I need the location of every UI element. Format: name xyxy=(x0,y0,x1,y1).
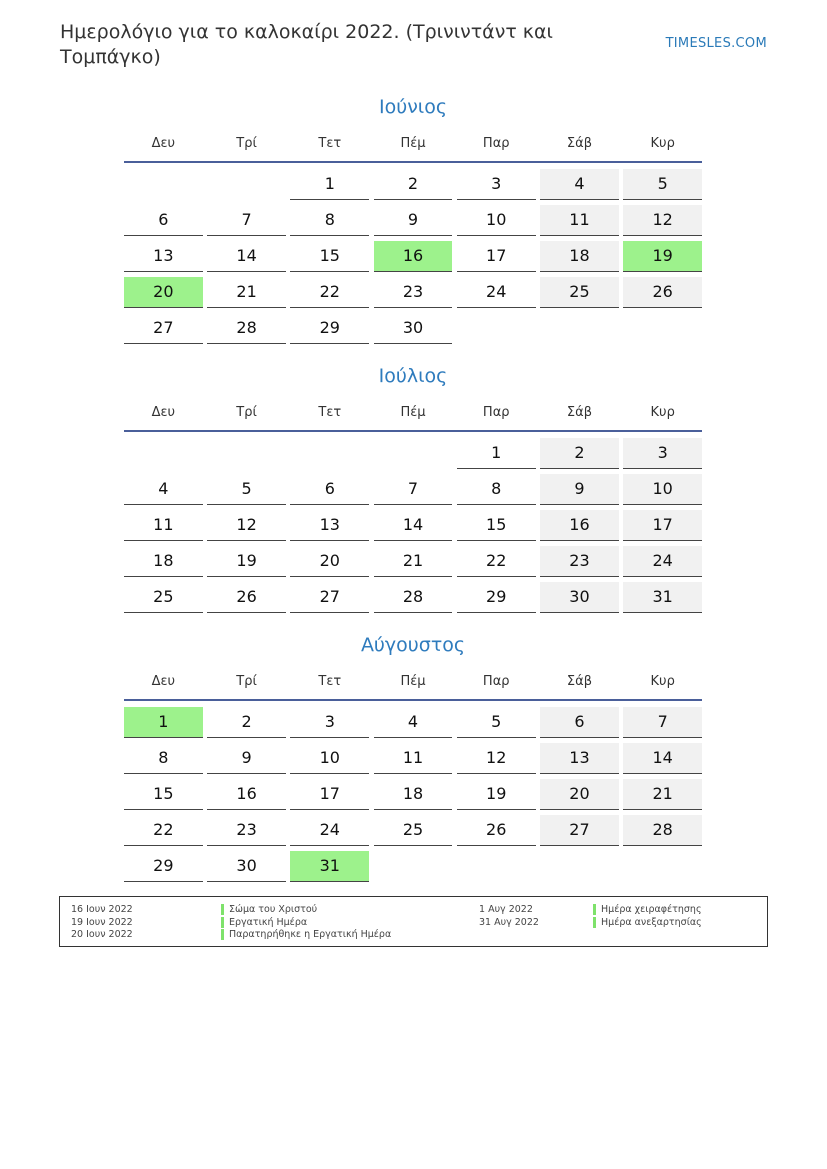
day-cell: 15 xyxy=(290,241,369,272)
calendar-week xyxy=(124,204,702,240)
header-rule xyxy=(124,161,702,163)
day-cell: 11 xyxy=(124,510,203,541)
holiday-legend xyxy=(59,896,768,947)
day-cell: 27 xyxy=(290,582,369,613)
day-cell: 24 xyxy=(457,277,536,308)
weekday-header xyxy=(124,397,702,427)
day-cell: 7 xyxy=(207,205,286,236)
day-cell: 13 xyxy=(290,510,369,541)
weekend-day-cell: 25 xyxy=(540,277,619,308)
day-cell: 20 xyxy=(290,546,369,577)
page-title: Ημερολόγιο για το καλοκαίρι 2022. (Τρινιντάντ και Τομπάγκο) xyxy=(60,21,553,68)
day-cell: 18 xyxy=(374,779,453,810)
weekend-day-cell: 9 xyxy=(540,474,619,505)
weekend-day-cell: 31 xyxy=(623,582,702,613)
day-cell: 4 xyxy=(124,474,203,505)
weekday-label: Παρ xyxy=(482,404,510,420)
weekday-label: Κυρ xyxy=(650,135,675,151)
empty-cell xyxy=(623,313,702,343)
weekend-day-cell: 20 xyxy=(540,779,619,810)
day-cell: 2 xyxy=(374,169,453,200)
day-cell: 28 xyxy=(374,582,453,613)
header-rule xyxy=(124,430,702,432)
legend-date: 31 Αυγ 2022 xyxy=(479,916,539,928)
legend-holiday-name: Ημέρα ανεξαρτησίας xyxy=(601,916,702,928)
calendar-week xyxy=(124,276,702,312)
weekday-label: Παρ xyxy=(482,135,510,151)
day-cell: 1 xyxy=(457,438,536,469)
calendar-week xyxy=(124,742,702,778)
day-cell: 29 xyxy=(290,313,369,344)
holiday-day-cell: 19 xyxy=(623,241,702,272)
day-cell: 19 xyxy=(207,546,286,577)
legend-left-dates xyxy=(71,904,133,942)
day-cell: 22 xyxy=(457,546,536,577)
holiday-day-cell: 20 xyxy=(124,277,203,308)
weekend-day-cell: 4 xyxy=(540,169,619,200)
header-rule xyxy=(124,699,702,701)
weekend-day-cell: 17 xyxy=(623,510,702,541)
day-cell: 17 xyxy=(457,241,536,272)
weekend-day-cell: 6 xyxy=(540,707,619,738)
weekend-day-cell: 27 xyxy=(540,815,619,846)
weekday-label: Δευ xyxy=(151,673,176,689)
calendar-week xyxy=(124,581,702,617)
day-cell: 6 xyxy=(290,474,369,505)
day-cell: 30 xyxy=(207,851,286,882)
weekend-day-cell: 7 xyxy=(623,707,702,738)
weekend-day-cell: 16 xyxy=(540,510,619,541)
weekend-day-cell: 30 xyxy=(540,582,619,613)
empty-cell xyxy=(124,169,203,199)
weekend-day-cell: 11 xyxy=(540,205,619,236)
day-cell: 29 xyxy=(124,851,203,882)
day-cell: 10 xyxy=(457,205,536,236)
day-cell: 5 xyxy=(207,474,286,505)
day-cell: 15 xyxy=(124,779,203,810)
day-cell: 27 xyxy=(124,313,203,344)
legend-date: 19 Ιουν 2022 xyxy=(71,916,133,928)
day-cell: 22 xyxy=(124,815,203,846)
day-cell: 26 xyxy=(207,582,286,613)
weekday-header xyxy=(124,128,702,158)
day-cell: 16 xyxy=(207,779,286,810)
day-cell: 5 xyxy=(457,707,536,738)
weekday-label: Σάβ xyxy=(566,673,592,689)
empty-cell xyxy=(374,851,453,881)
day-cell: 17 xyxy=(290,779,369,810)
calendar-week xyxy=(124,312,702,348)
calendar-grid xyxy=(124,168,702,348)
empty-cell xyxy=(374,438,453,468)
legend-left-names xyxy=(221,904,391,942)
legend-holiday-name: Σώμα του Χριστού xyxy=(229,904,318,915)
day-cell: 3 xyxy=(457,169,536,200)
weekday-label: Τρί xyxy=(236,135,257,151)
calendar-week xyxy=(124,240,702,276)
day-cell: 4 xyxy=(374,707,453,738)
day-cell: 28 xyxy=(207,313,286,344)
empty-cell xyxy=(540,313,619,343)
weekday-label: Δευ xyxy=(151,404,176,420)
empty-cell xyxy=(540,851,619,881)
weekday-label: Τρί xyxy=(236,673,257,689)
day-cell: 25 xyxy=(374,815,453,846)
weekend-day-cell: 24 xyxy=(623,546,702,577)
day-cell: 21 xyxy=(374,546,453,577)
month-june xyxy=(124,92,702,348)
holiday-marker xyxy=(221,917,224,928)
month-august xyxy=(124,630,702,886)
weekend-day-cell: 26 xyxy=(623,277,702,308)
calendar-week xyxy=(124,850,702,886)
empty-cell xyxy=(623,851,702,881)
day-cell: 13 xyxy=(124,241,203,272)
calendar-week xyxy=(124,509,702,545)
weekday-label: Σάβ xyxy=(566,135,592,151)
weekend-day-cell: 12 xyxy=(623,205,702,236)
legend-right-dates xyxy=(479,904,539,929)
day-cell: 29 xyxy=(457,582,536,613)
weekend-day-cell: 10 xyxy=(623,474,702,505)
weekend-day-cell: 5 xyxy=(623,169,702,200)
legend-holiday-name: Ημέρα χειραφέτησης xyxy=(601,904,702,915)
day-cell: 6 xyxy=(124,205,203,236)
holiday-day-cell: 31 xyxy=(290,851,369,882)
weekend-day-cell: 2 xyxy=(540,438,619,469)
day-cell: 11 xyxy=(374,743,453,774)
day-cell: 1 xyxy=(290,169,369,200)
holiday-day-cell: 1 xyxy=(124,707,203,738)
weekday-label: Τετ xyxy=(318,673,342,689)
day-cell: 26 xyxy=(457,815,536,846)
day-cell: 30 xyxy=(374,313,453,344)
weekday-label: Τετ xyxy=(318,135,342,151)
legend-right-names xyxy=(593,904,702,929)
month-title: Ιούνιος xyxy=(378,96,448,118)
day-cell: 12 xyxy=(457,743,536,774)
calendar-week xyxy=(124,706,702,742)
day-cell: 18 xyxy=(124,546,203,577)
day-cell: 14 xyxy=(207,241,286,272)
day-cell: 22 xyxy=(290,277,369,308)
empty-cell xyxy=(124,438,203,468)
month-title: Αύγουστος xyxy=(360,634,466,656)
day-cell: 21 xyxy=(207,277,286,308)
day-cell: 24 xyxy=(290,815,369,846)
holiday-marker xyxy=(221,929,224,940)
site-link[interactable]: TIMESLES.COM xyxy=(665,36,767,51)
calendar-week xyxy=(124,168,702,204)
weekday-label: Κυρ xyxy=(650,404,675,420)
month-july xyxy=(124,361,702,617)
day-cell: 8 xyxy=(457,474,536,505)
weekday-label: Δευ xyxy=(151,135,176,151)
holiday-marker xyxy=(221,904,224,915)
weekend-day-cell: 23 xyxy=(540,546,619,577)
day-cell: 8 xyxy=(290,205,369,236)
calendar-week xyxy=(124,814,702,850)
day-cell: 19 xyxy=(457,779,536,810)
empty-cell xyxy=(207,169,286,199)
day-cell: 3 xyxy=(290,707,369,738)
day-cell: 15 xyxy=(457,510,536,541)
holiday-marker xyxy=(593,904,596,915)
calendar-week xyxy=(124,545,702,581)
legend-date: 20 Ιουν 2022 xyxy=(71,929,133,940)
weekend-day-cell: 14 xyxy=(623,743,702,774)
day-cell: 8 xyxy=(124,743,203,774)
legend-date: 16 Ιουν 2022 xyxy=(71,904,133,915)
weekday-label: Κυρ xyxy=(650,673,675,689)
calendar-week xyxy=(124,437,702,473)
holiday-day-cell: 16 xyxy=(374,241,453,272)
weekday-label: Παρ xyxy=(482,673,510,689)
weekday-header xyxy=(124,666,702,696)
day-cell: 9 xyxy=(207,743,286,774)
day-cell: 23 xyxy=(374,277,453,308)
day-cell: 7 xyxy=(374,474,453,505)
calendar-week xyxy=(124,778,702,814)
day-cell: 12 xyxy=(207,510,286,541)
weekday-label: Πέμ xyxy=(400,673,426,689)
legend-holiday-name: Εργατική Ημέρα xyxy=(229,916,308,928)
weekday-label: Πέμ xyxy=(400,404,426,420)
empty-cell xyxy=(290,438,369,468)
weekend-day-cell: 13 xyxy=(540,743,619,774)
calendar-grid xyxy=(124,706,702,886)
day-cell: 14 xyxy=(374,510,453,541)
day-cell: 23 xyxy=(207,815,286,846)
legend-date: 1 Αυγ 2022 xyxy=(479,904,533,915)
empty-cell xyxy=(457,313,536,343)
day-cell: 10 xyxy=(290,743,369,774)
weekend-day-cell: 21 xyxy=(623,779,702,810)
weekday-label: Πέμ xyxy=(400,135,426,151)
holiday-marker xyxy=(593,917,596,928)
calendar-grid xyxy=(124,437,702,617)
day-cell: 25 xyxy=(124,582,203,613)
weekend-day-cell: 3 xyxy=(623,438,702,469)
legend-holiday-name: Παρατηρήθηκε η Εργατική Ημέρα xyxy=(229,929,392,940)
empty-cell xyxy=(457,851,536,881)
day-cell: 9 xyxy=(374,205,453,236)
weekend-day-cell: 18 xyxy=(540,241,619,272)
weekday-label: Τετ xyxy=(318,404,342,420)
empty-cell xyxy=(207,438,286,468)
weekday-label: Τρί xyxy=(236,404,257,420)
calendar-week xyxy=(124,473,702,509)
month-title: Ιούλιος xyxy=(378,365,448,387)
weekday-label: Σάβ xyxy=(566,404,592,420)
day-cell: 2 xyxy=(207,707,286,738)
weekend-day-cell: 28 xyxy=(623,815,702,846)
